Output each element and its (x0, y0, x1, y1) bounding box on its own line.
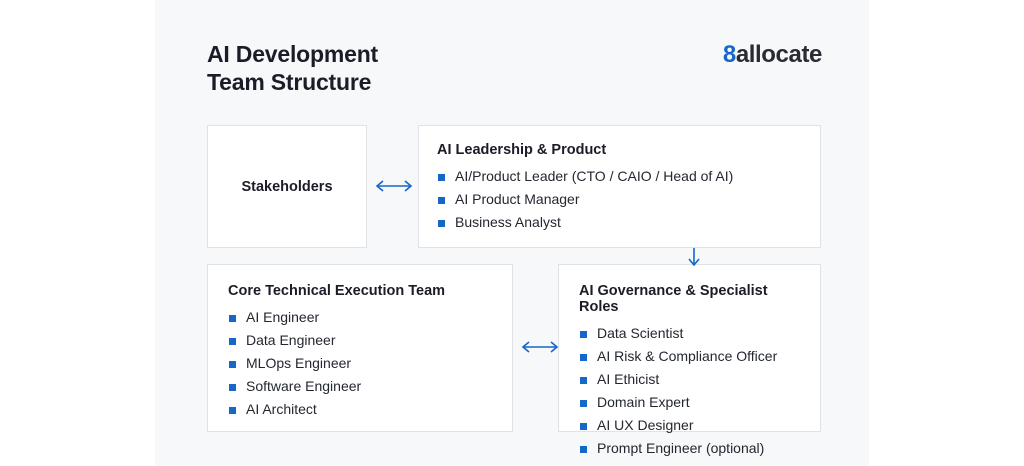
box-ai-governance-specialist-roles-title: AI Governance & Specialist Roles (579, 283, 768, 315)
box-ai-leadership-product (418, 125, 821, 248)
box-core-technical-execution-team-list (228, 307, 492, 421)
list-item: AI Ethicist (579, 369, 800, 391)
list-item: Software Engineer (228, 376, 492, 398)
box-core-technical-execution-team-title: Core Technical Execution Team (228, 283, 446, 299)
page-title (207, 40, 587, 96)
box-ai-governance-specialist-roles (558, 264, 821, 456)
list-item: Data Scientist (579, 323, 800, 345)
list-item: AI Architect (228, 399, 492, 421)
list-item: AI Engineer (228, 307, 492, 329)
box-ai-leadership-product-title: AI Leadership & Product (437, 142, 607, 158)
box-stakeholders-title: Stakeholders (241, 178, 333, 195)
brand-logo (723, 41, 822, 69)
page-title-line-1: AI Development (207, 41, 379, 67)
double-arrow-horizontal-icon (372, 176, 416, 196)
page-title-line-2: Team Structure (207, 69, 372, 95)
logo-wordmark: allocate (735, 41, 822, 68)
list-item: Prompt Engineer (optional) (579, 438, 800, 460)
box-ai-leadership-product-list (437, 166, 802, 234)
list-item: Data Engineer (228, 330, 492, 352)
arrow-down-icon (684, 247, 704, 269)
logo-mark: 8 (722, 41, 736, 68)
box-ai-governance-specialist-roles-list (579, 323, 800, 460)
list-item: Domain Expert (579, 392, 800, 414)
list-item: AI/Product Leader (CTO / CAIO / Head of AI) (437, 166, 802, 188)
box-stakeholders (207, 125, 367, 248)
list-item: AI Product Manager (437, 189, 802, 211)
box-core-technical-execution-team (207, 264, 513, 432)
list-item: Business Analyst (437, 212, 802, 234)
double-arrow-horizontal-icon (518, 337, 562, 357)
list-item: AI UX Designer (579, 415, 800, 437)
list-item: AI Risk & Compliance Officer (579, 346, 800, 368)
list-item: MLOps Engineer (228, 353, 492, 375)
